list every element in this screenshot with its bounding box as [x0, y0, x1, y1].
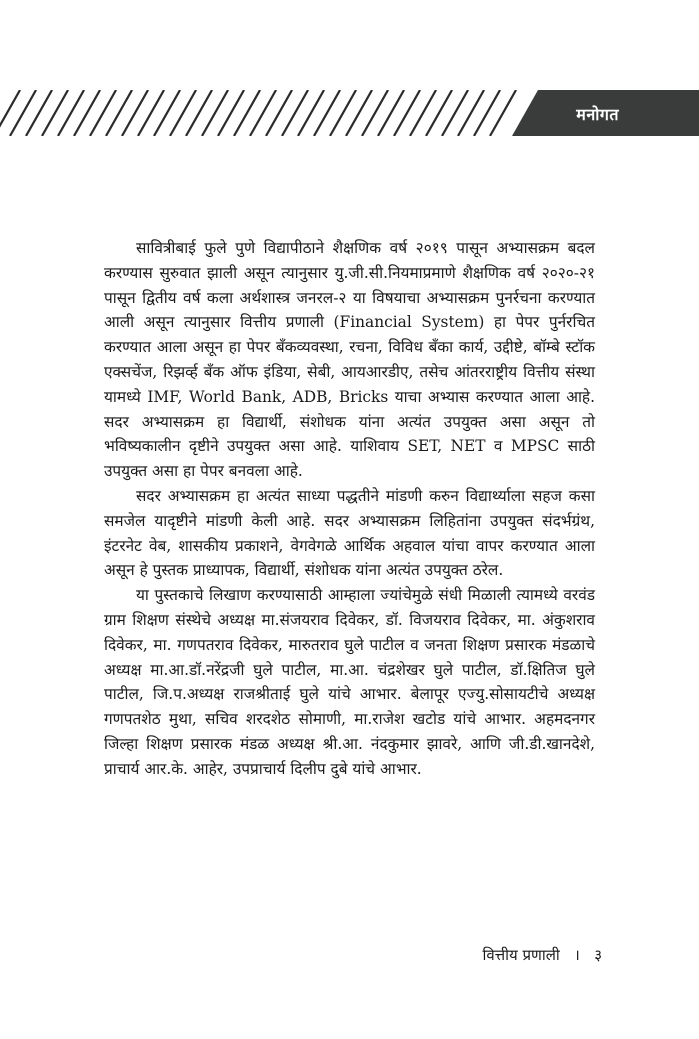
section-title: मनोगत	[576, 105, 619, 124]
paragraph-1: सावित्रीबाई फुले पुणे विद्यापीठाने शैक्षणिक वर्ष २०१९ पासून अभ्यासक्रम बदल करण्यास सुरुवात झाली असून त्यानुसार यु.जी.सी.नियमाप्रमाणे शैक्षणिक वर्ष २०२०-२१ पासून द्वितीय वर्ष कला अर्थशास्त्र जनरल-२ या विषयाचा अभ्यासक्रम पुनर्रचना करण्यात आली असून त्यानुसार वित्तीय प्रणाली (Financial System) हा पेपर पुर्नरचित करण्यात आला असून हा पेपर बँकव्यवस्था, रचना, विविध बँका कार्य, उद्दीष्टे, बॉम्बे स्टॉक एक्सचेंज, रिझर्व्ह बँक ऑफ इंडिया, सेबी, आयआरडीए, तसेच आंतरराष्ट्रीय वित्तीय संस्था यामध्ये IMF, World Bank, ADB, Bricks याचा अभ्यास करण्यात आला आहे. सदर अभ्यासक्रम हा विद्यार्थी, संशोधक यांना अत्यंत उपयुक्त असा असून तो भविष्यकालीन दृष्टीने उपयुक्त असा आहे. याशिवाय SET, NET व MPSC साठी उपयुक्त असा हा पेपर बनवला आहे.	[104, 239, 595, 481]
page-number: ३	[594, 946, 602, 964]
preface-body	[104, 236, 595, 782]
diagonal-stripes	[0, 90, 516, 136]
paragraph-2: सदर अभ्यासक्रम हा अत्यंत साध्या पद्धतीने मांडणी करुन विद्यार्थ्याला सहज कसा समजेल यादृष्टीने मांडणी केली आहे. सदर अभ्यासक्रम लिहितांना उपयुक्त संदर्भग्रंथ, इंटरनेट वेब, शासकीय प्रकाशने, वेगवेगळे आर्थिक अहवाल यांचा वापर करण्यात आला असून हे पुस्तक प्राध्यापक, विद्यार्थी, संशोधक यांना अत्यंत उपयुक्त ठरेल.	[104, 486, 595, 580]
footer-book-title: वित्तीय प्रणाली	[482, 946, 560, 964]
paragraph-3: या पुस्तकाचे लिखाण करण्यासाठी आम्हाला ज्यांचेमुळे संधी मिळाली त्यामध्ये वरवंड ग्राम शिक्षण संस्थेचे अध्यक्ष मा.संजयराव दिवेकर, डॉ. विजयराव दिवेकर, मा. अंकुशराव दिवेकर, मा. गणपतराव दिवेकर, मारुतराव घुले पाटील व जनता शिक्षण प्रसारक मंडळाचे अध्यक्ष मा.आ.डॉ.नरेंद्रजी घुले पाटील, मा.आ. चंद्रशेखर घुले पाटील, डॉ.क्षितिज घुले पाटील, जि.प.अध्यक्ष राजश्रीताई घुले यांचे आभार. बेलापूर एज्यु.सोसायटीचे अध्यक्ष गणपतशेठ मुथा, सचिव शरदशेठ सोमाणी, मा.राजेश खटोड यांचे आभार. अहमदनगर जिल्हा शिक्षण प्रसारक मंडळ अध्यक्ष श्री.आ. नंदकुमार झावरे, आणि जी.डी.खानदेशे, प्राचार्य आर.के. आहेर, उपप्राचार्य दिलीप दुबे यांचे आभार.	[104, 586, 595, 778]
footer-separator: ।	[574, 946, 580, 964]
page-footer	[483, 944, 602, 966]
